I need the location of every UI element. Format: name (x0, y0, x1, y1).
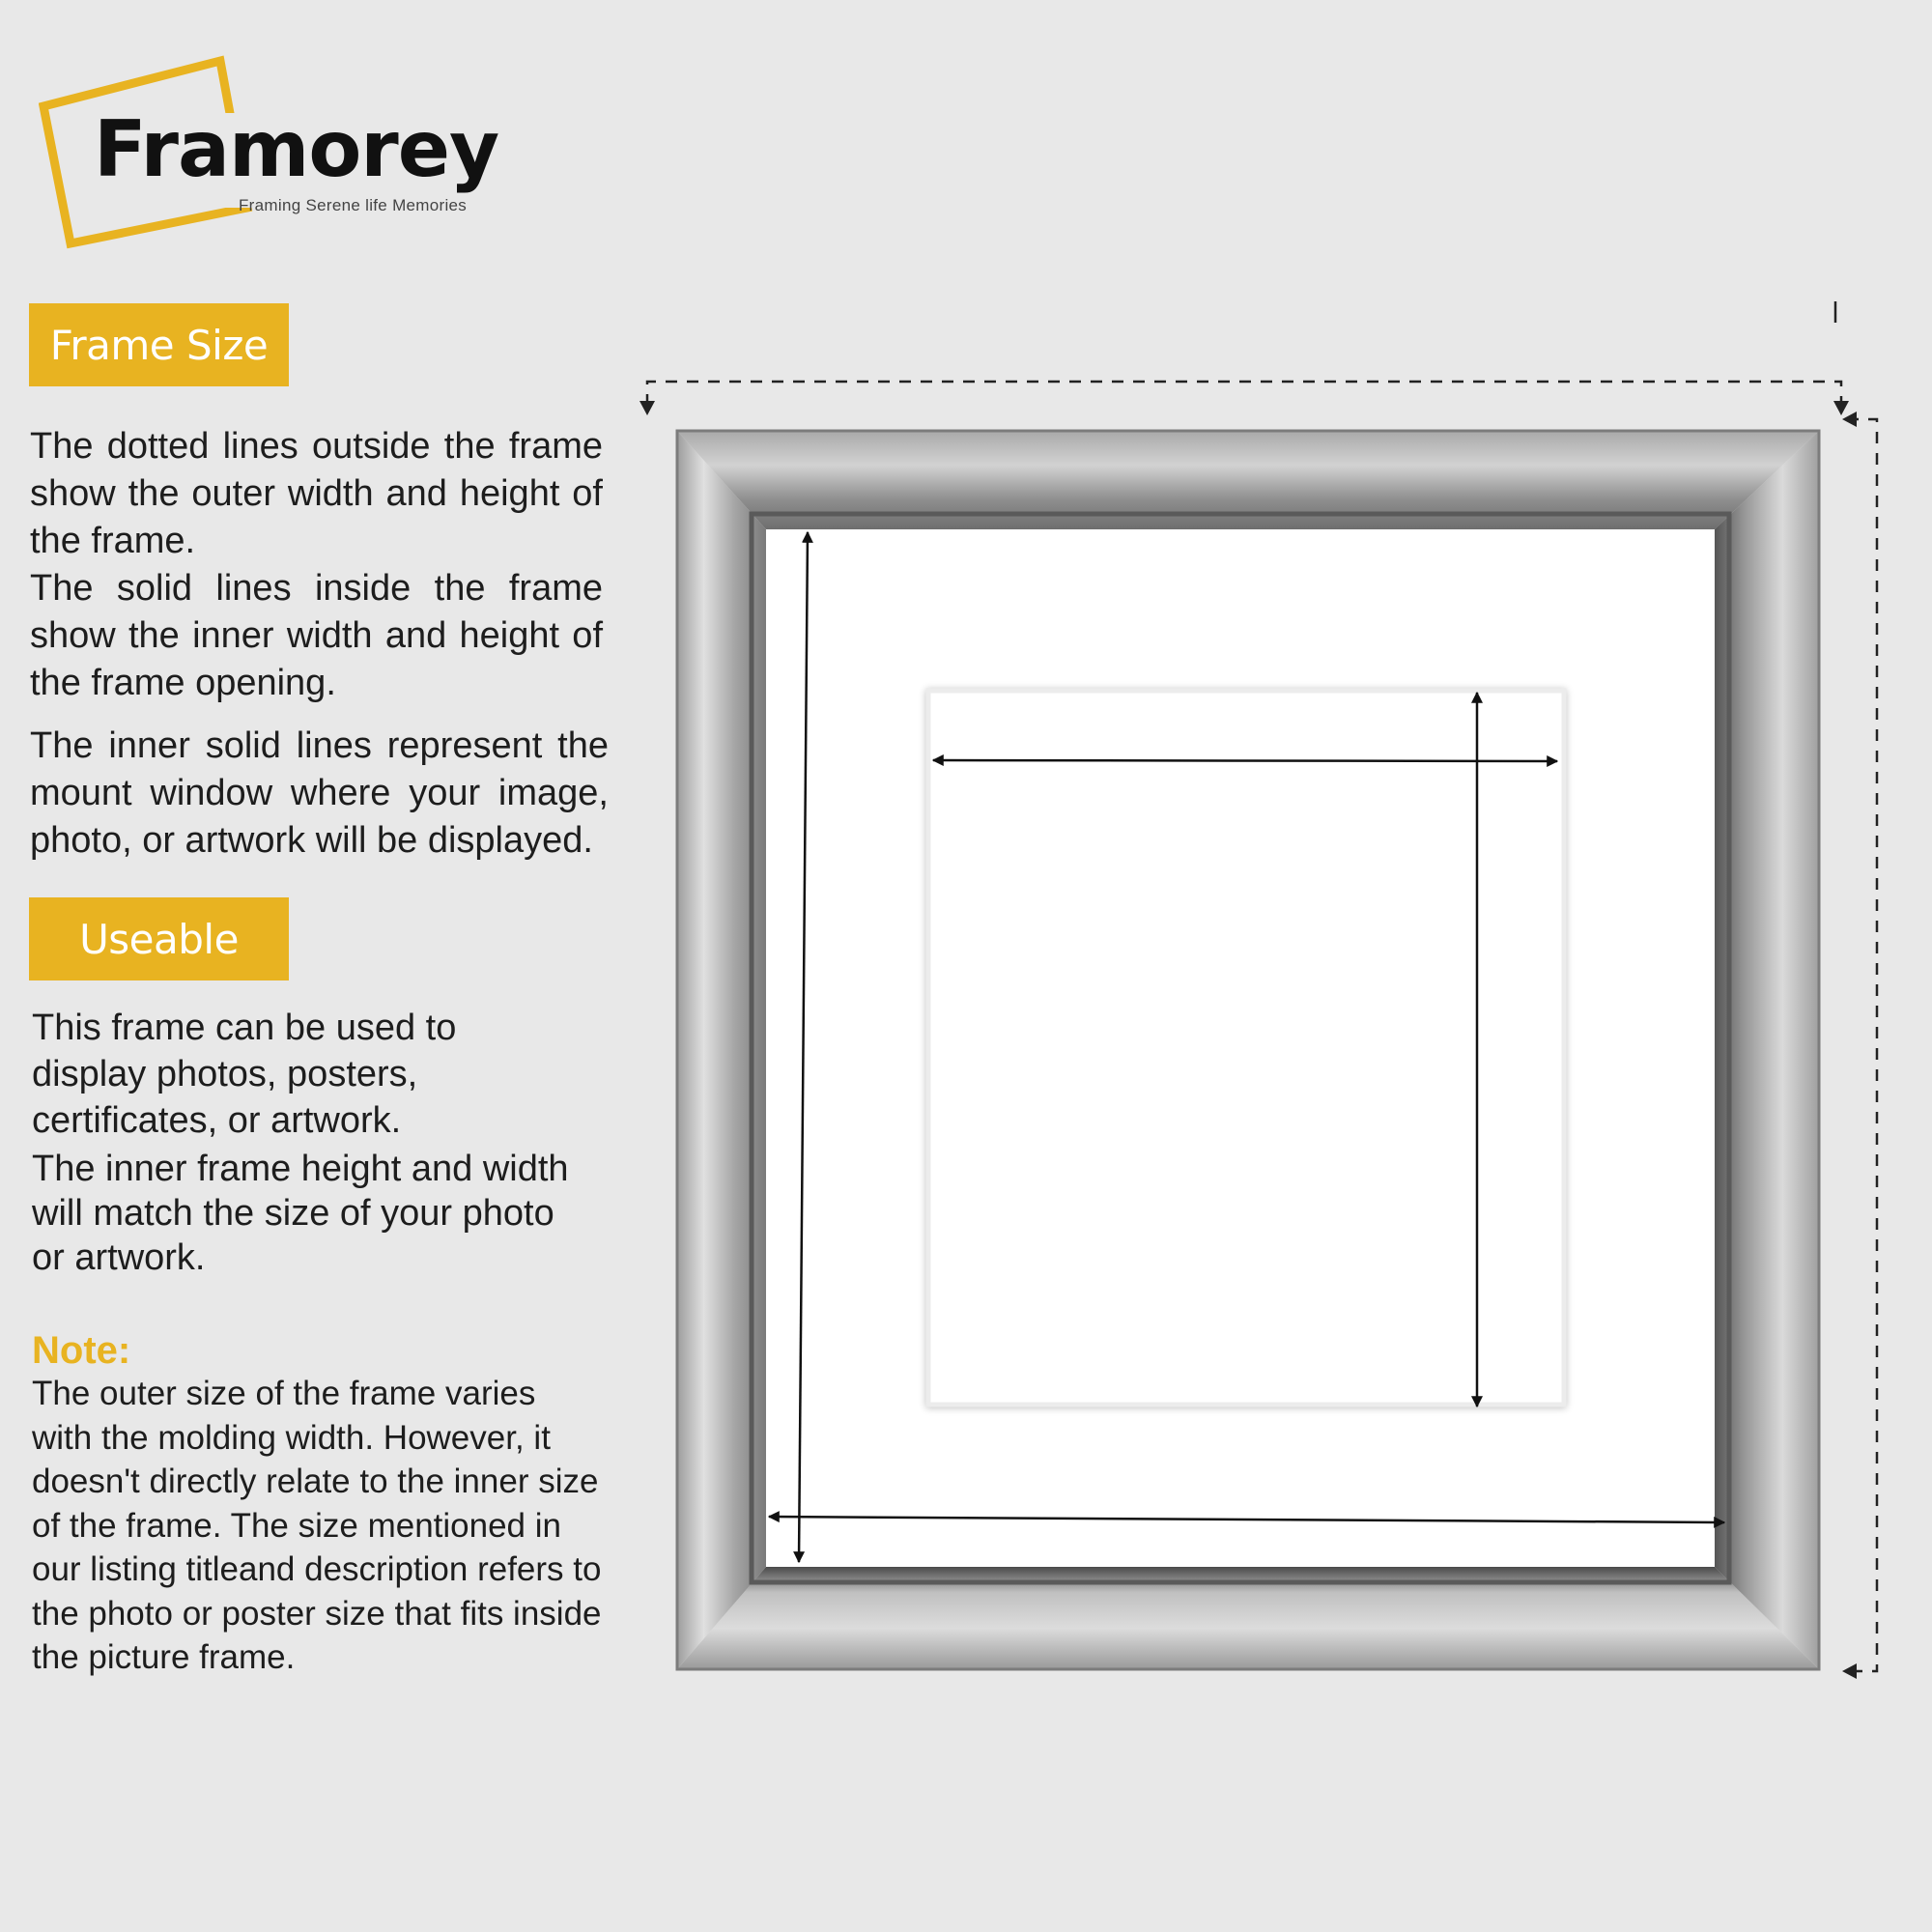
inner-height-arrow (799, 532, 808, 1562)
frame-right-rail (1715, 431, 1819, 1669)
frame-size-heading: Frame Size (29, 303, 289, 386)
frame-inner-lip (752, 514, 1729, 1582)
mount-board (766, 529, 1715, 1567)
window-width-arrow (933, 760, 1557, 761)
frame-left-rail (677, 431, 766, 1669)
frame-bottom-rail (677, 1567, 1819, 1669)
useable-heading: Useable (29, 897, 289, 980)
frame-outer-edge (677, 431, 1819, 1669)
outer-width-left-arrow-icon (639, 401, 655, 415)
useable-paragraph-1: This frame can be used to display photos, posters, certificates, or artwork. (32, 1008, 457, 1141)
outer-height-top-arrow-icon (1842, 412, 1857, 427)
brand-name: Framorey (94, 104, 499, 194)
useable-paragraph-2: The inner frame height and width will match the size of your photo or artwork. (32, 1149, 569, 1278)
outer-height-bottom-arrow-icon (1842, 1663, 1857, 1679)
note-label: Note: (32, 1329, 131, 1372)
note-text: The outer size of the frame varies with the molding width. However, it doesn't directly relate to the inner size of the frame. The size mentioned in our listing titleand description refers to the photo or poster size that fits inside the picture frame. (32, 1375, 602, 1676)
outer-width-right-arrow-icon (1833, 401, 1849, 415)
picture-frame-moulding (677, 431, 1819, 1669)
inner-width-arrow (769, 1517, 1724, 1522)
frame-size-paragraph-2: The solid lines inside the frame show the inner width and height of the frame opening. (30, 568, 603, 703)
outer-width-dashed-line (647, 382, 1841, 406)
frame-size-paragraph-1: The dotted lines outside the frame show the outer width and height of the frame. (30, 426, 603, 561)
frame-top-rail (677, 431, 1819, 529)
frame-size-paragraph-3: The inner solid lines represent the mount window where your image, photo, or artwork will be displayed. (30, 725, 609, 861)
outer-height-dashed-line (1847, 419, 1877, 1671)
brand-logo (39, 53, 541, 256)
mount-window (928, 691, 1564, 1405)
brand-tagline: Framing Serene life Memories (239, 196, 468, 214)
